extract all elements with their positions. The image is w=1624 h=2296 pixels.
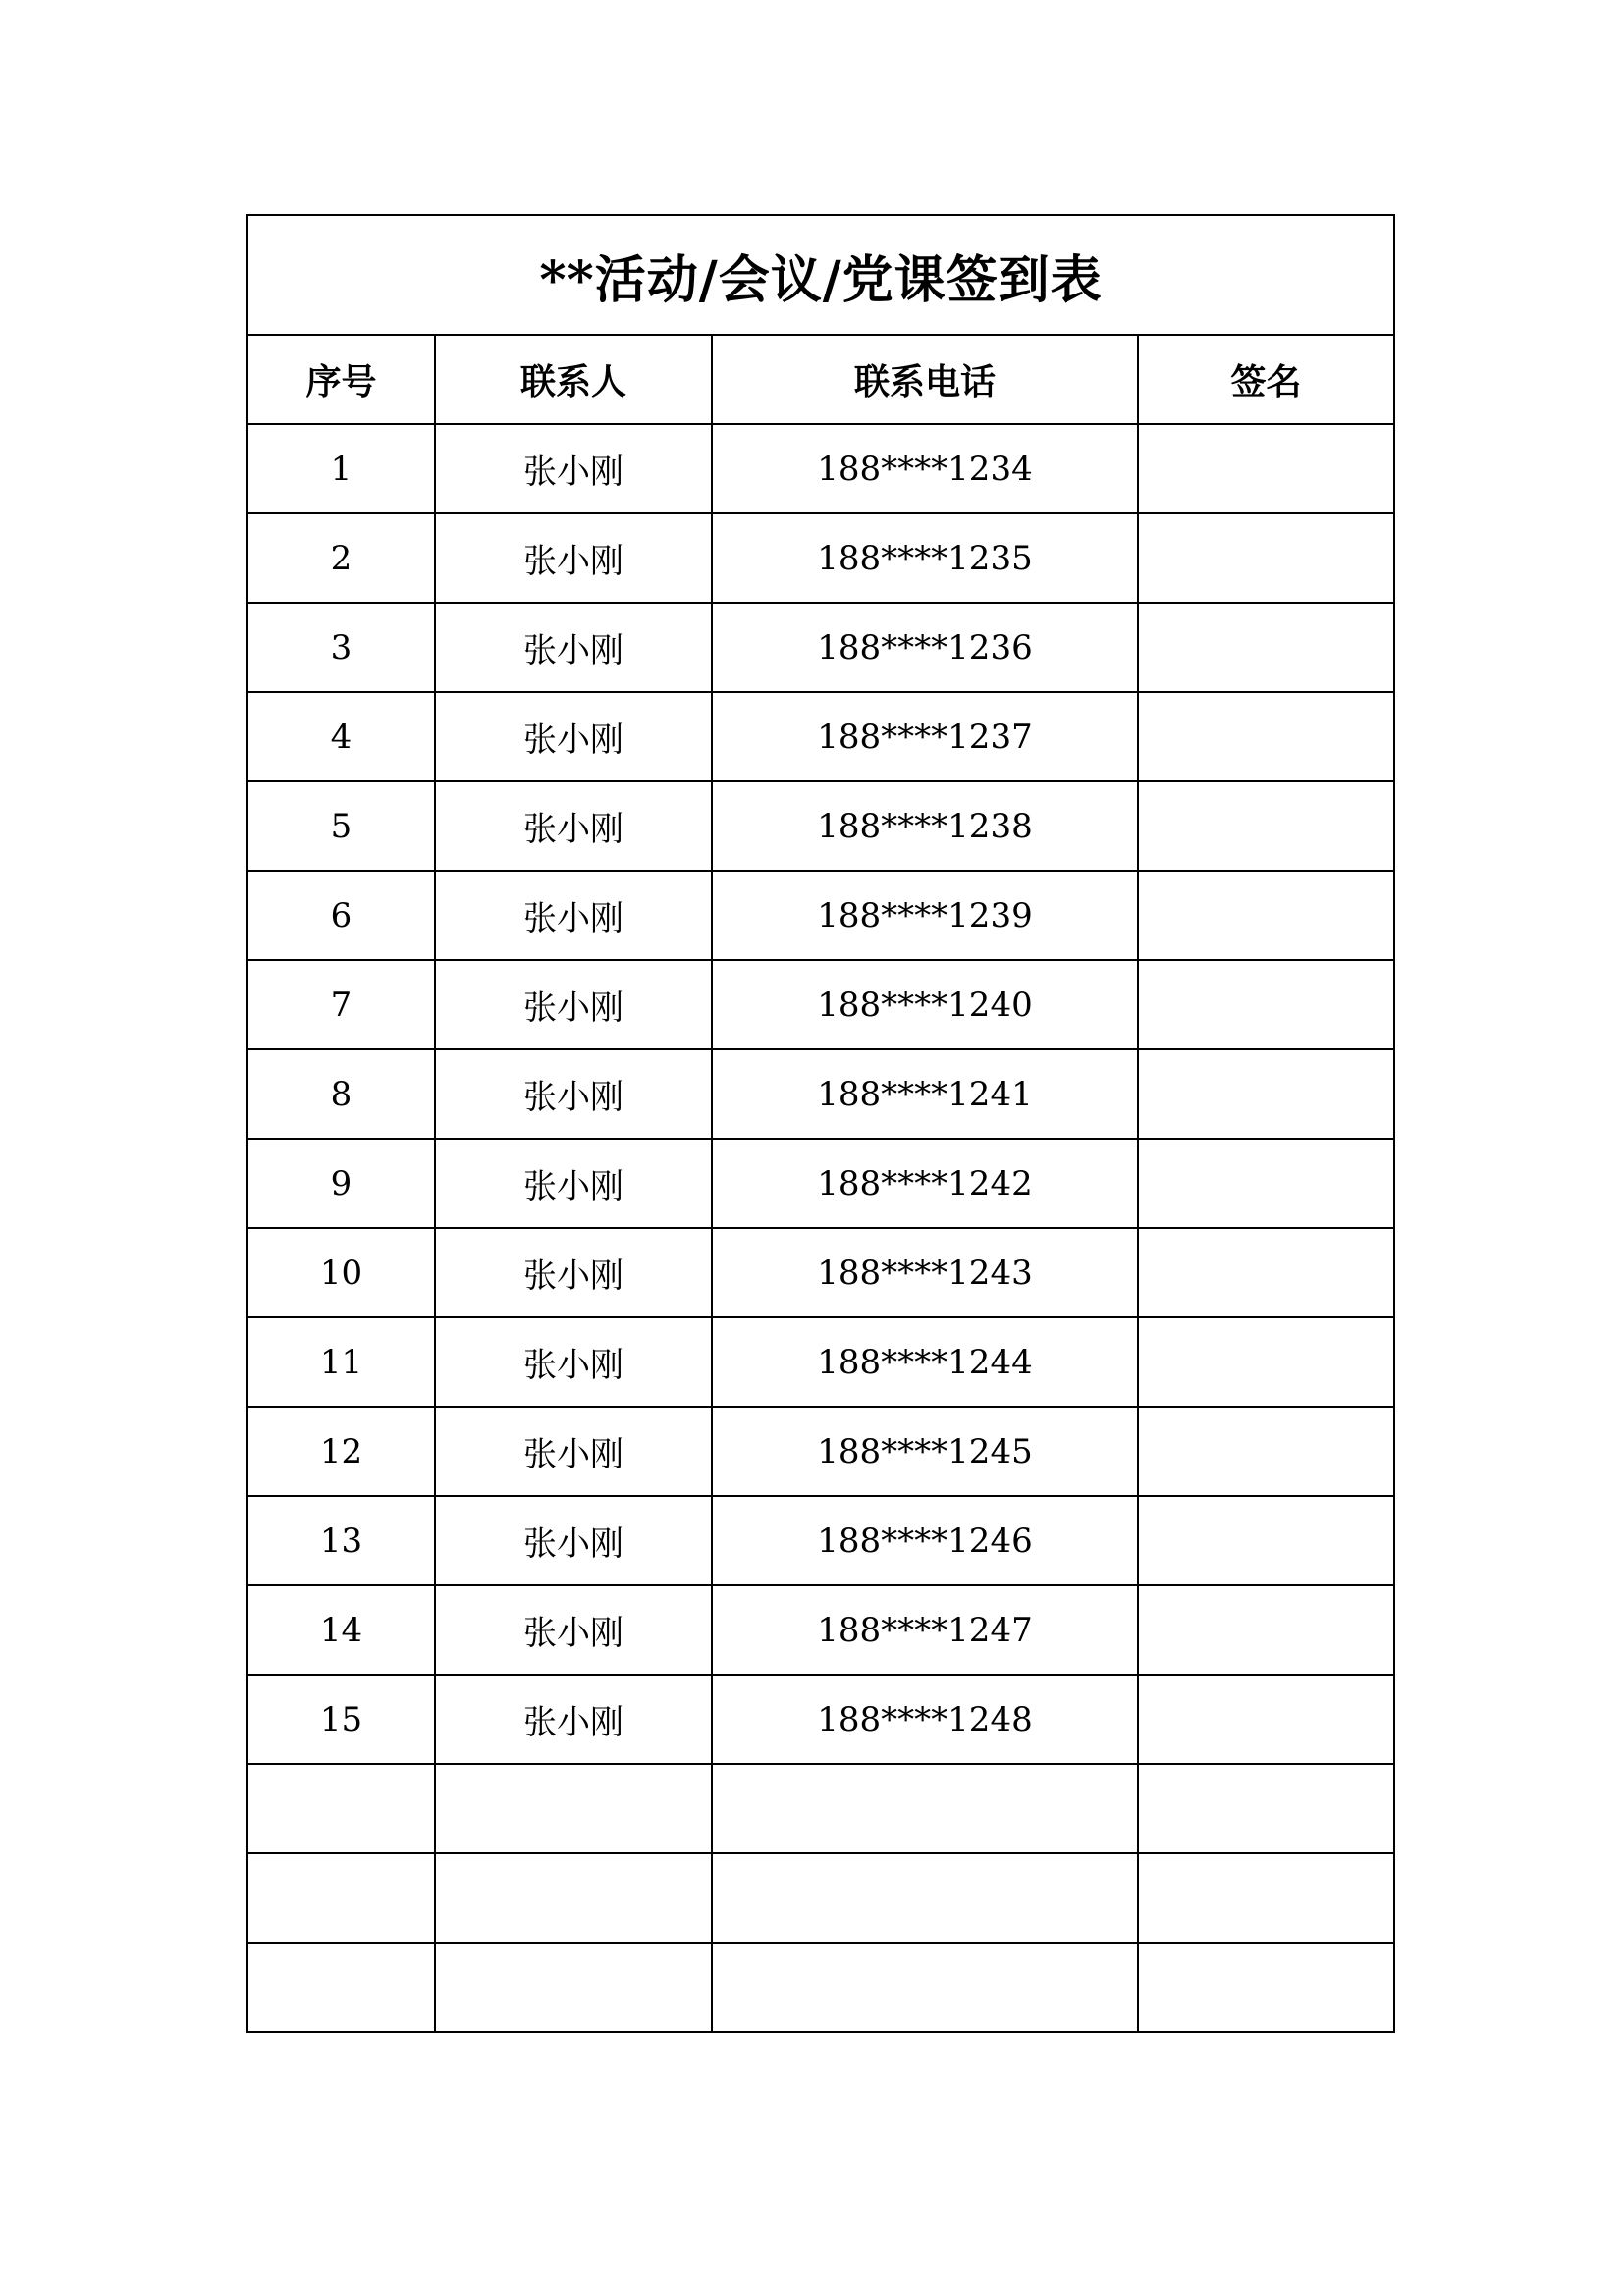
cell-contact-name <box>435 1943 712 2032</box>
title-row <box>247 215 1394 335</box>
table-row <box>247 513 1394 603</box>
cell-signature[interactable] <box>1138 692 1394 781</box>
cell-phone: 188****1237 <box>712 692 1138 781</box>
document-title: **活动/会议/党课签到表 <box>247 215 1394 335</box>
cell-contact-name <box>435 1764 712 1853</box>
cell-phone: 188****1234 <box>712 424 1138 513</box>
cell-signature[interactable] <box>1138 1139 1394 1228</box>
signin-table <box>246 214 1395 2033</box>
table-row <box>247 871 1394 960</box>
cell-seq: 11 <box>247 1317 435 1407</box>
cell-contact-name: 张小刚 <box>435 1585 712 1675</box>
cell-signature[interactable] <box>1138 1228 1394 1317</box>
cell-signature[interactable] <box>1138 1317 1394 1407</box>
cell-seq: 7 <box>247 960 435 1049</box>
table-row <box>247 1228 1394 1317</box>
cell-signature[interactable] <box>1138 1585 1394 1675</box>
cell-seq: 2 <box>247 513 435 603</box>
table-row <box>247 781 1394 871</box>
cell-phone: 188****1242 <box>712 1139 1138 1228</box>
cell-seq: 14 <box>247 1585 435 1675</box>
cell-signature[interactable] <box>1138 1675 1394 1764</box>
cell-signature[interactable] <box>1138 871 1394 960</box>
table-row <box>247 1853 1394 1943</box>
cell-contact-name: 张小刚 <box>435 1228 712 1317</box>
cell-seq: 10 <box>247 1228 435 1317</box>
cell-phone: 188****1240 <box>712 960 1138 1049</box>
header-row <box>247 335 1394 424</box>
table-body <box>247 424 1394 2032</box>
cell-signature[interactable] <box>1138 603 1394 692</box>
cell-seq: 3 <box>247 603 435 692</box>
cell-signature[interactable] <box>1138 1049 1394 1139</box>
cell-seq: 9 <box>247 1139 435 1228</box>
column-header-phone: 联系电话 <box>712 335 1138 424</box>
cell-phone: 188****1235 <box>712 513 1138 603</box>
cell-phone <box>712 1943 1138 2032</box>
table-row <box>247 960 1394 1049</box>
cell-phone: 188****1246 <box>712 1496 1138 1585</box>
table-row <box>247 1139 1394 1228</box>
cell-signature[interactable] <box>1138 781 1394 871</box>
cell-signature[interactable] <box>1138 1943 1394 2032</box>
cell-phone: 188****1239 <box>712 871 1138 960</box>
cell-signature[interactable] <box>1138 1853 1394 1943</box>
cell-phone: 188****1238 <box>712 781 1138 871</box>
cell-contact-name: 张小刚 <box>435 871 712 960</box>
cell-contact-name: 张小刚 <box>435 692 712 781</box>
cell-seq: 1 <box>247 424 435 513</box>
cell-contact-name: 张小刚 <box>435 1407 712 1496</box>
table-row <box>247 1049 1394 1139</box>
cell-phone <box>712 1764 1138 1853</box>
cell-phone <box>712 1853 1138 1943</box>
cell-phone: 188****1248 <box>712 1675 1138 1764</box>
cell-contact-name: 张小刚 <box>435 1049 712 1139</box>
column-header-contact: 联系人 <box>435 335 712 424</box>
table-row <box>247 692 1394 781</box>
cell-phone: 188****1247 <box>712 1585 1138 1675</box>
cell-signature[interactable] <box>1138 1496 1394 1585</box>
cell-seq: 15 <box>247 1675 435 1764</box>
cell-seq <box>247 1764 435 1853</box>
cell-phone: 188****1241 <box>712 1049 1138 1139</box>
cell-contact-name: 张小刚 <box>435 960 712 1049</box>
table-row <box>247 1496 1394 1585</box>
cell-contact-name: 张小刚 <box>435 513 712 603</box>
column-header-seq: 序号 <box>247 335 435 424</box>
cell-seq: 8 <box>247 1049 435 1139</box>
cell-phone: 188****1245 <box>712 1407 1138 1496</box>
column-header-signature: 签名 <box>1138 335 1394 424</box>
cell-phone: 188****1244 <box>712 1317 1138 1407</box>
cell-contact-name: 张小刚 <box>435 1675 712 1764</box>
cell-seq: 5 <box>247 781 435 871</box>
cell-signature[interactable] <box>1138 960 1394 1049</box>
cell-seq <box>247 1943 435 2032</box>
table-row <box>247 1585 1394 1675</box>
cell-signature[interactable] <box>1138 1407 1394 1496</box>
cell-signature[interactable] <box>1138 424 1394 513</box>
cell-contact-name: 张小刚 <box>435 1317 712 1407</box>
cell-contact-name: 张小刚 <box>435 424 712 513</box>
cell-contact-name: 张小刚 <box>435 1496 712 1585</box>
cell-seq: 13 <box>247 1496 435 1585</box>
table-row <box>247 1675 1394 1764</box>
table-row <box>247 1317 1394 1407</box>
cell-seq: 12 <box>247 1407 435 1496</box>
cell-seq: 4 <box>247 692 435 781</box>
cell-contact-name <box>435 1853 712 1943</box>
cell-signature[interactable] <box>1138 1764 1394 1853</box>
table-row <box>247 424 1394 513</box>
table-row <box>247 1407 1394 1496</box>
table-row <box>247 1764 1394 1853</box>
cell-phone: 188****1236 <box>712 603 1138 692</box>
cell-contact-name: 张小刚 <box>435 781 712 871</box>
cell-signature[interactable] <box>1138 513 1394 603</box>
cell-contact-name: 张小刚 <box>435 603 712 692</box>
cell-seq <box>247 1853 435 1943</box>
table-row <box>247 603 1394 692</box>
cell-contact-name: 张小刚 <box>435 1139 712 1228</box>
cell-seq: 6 <box>247 871 435 960</box>
table-row <box>247 1943 1394 2032</box>
cell-phone: 188****1243 <box>712 1228 1138 1317</box>
